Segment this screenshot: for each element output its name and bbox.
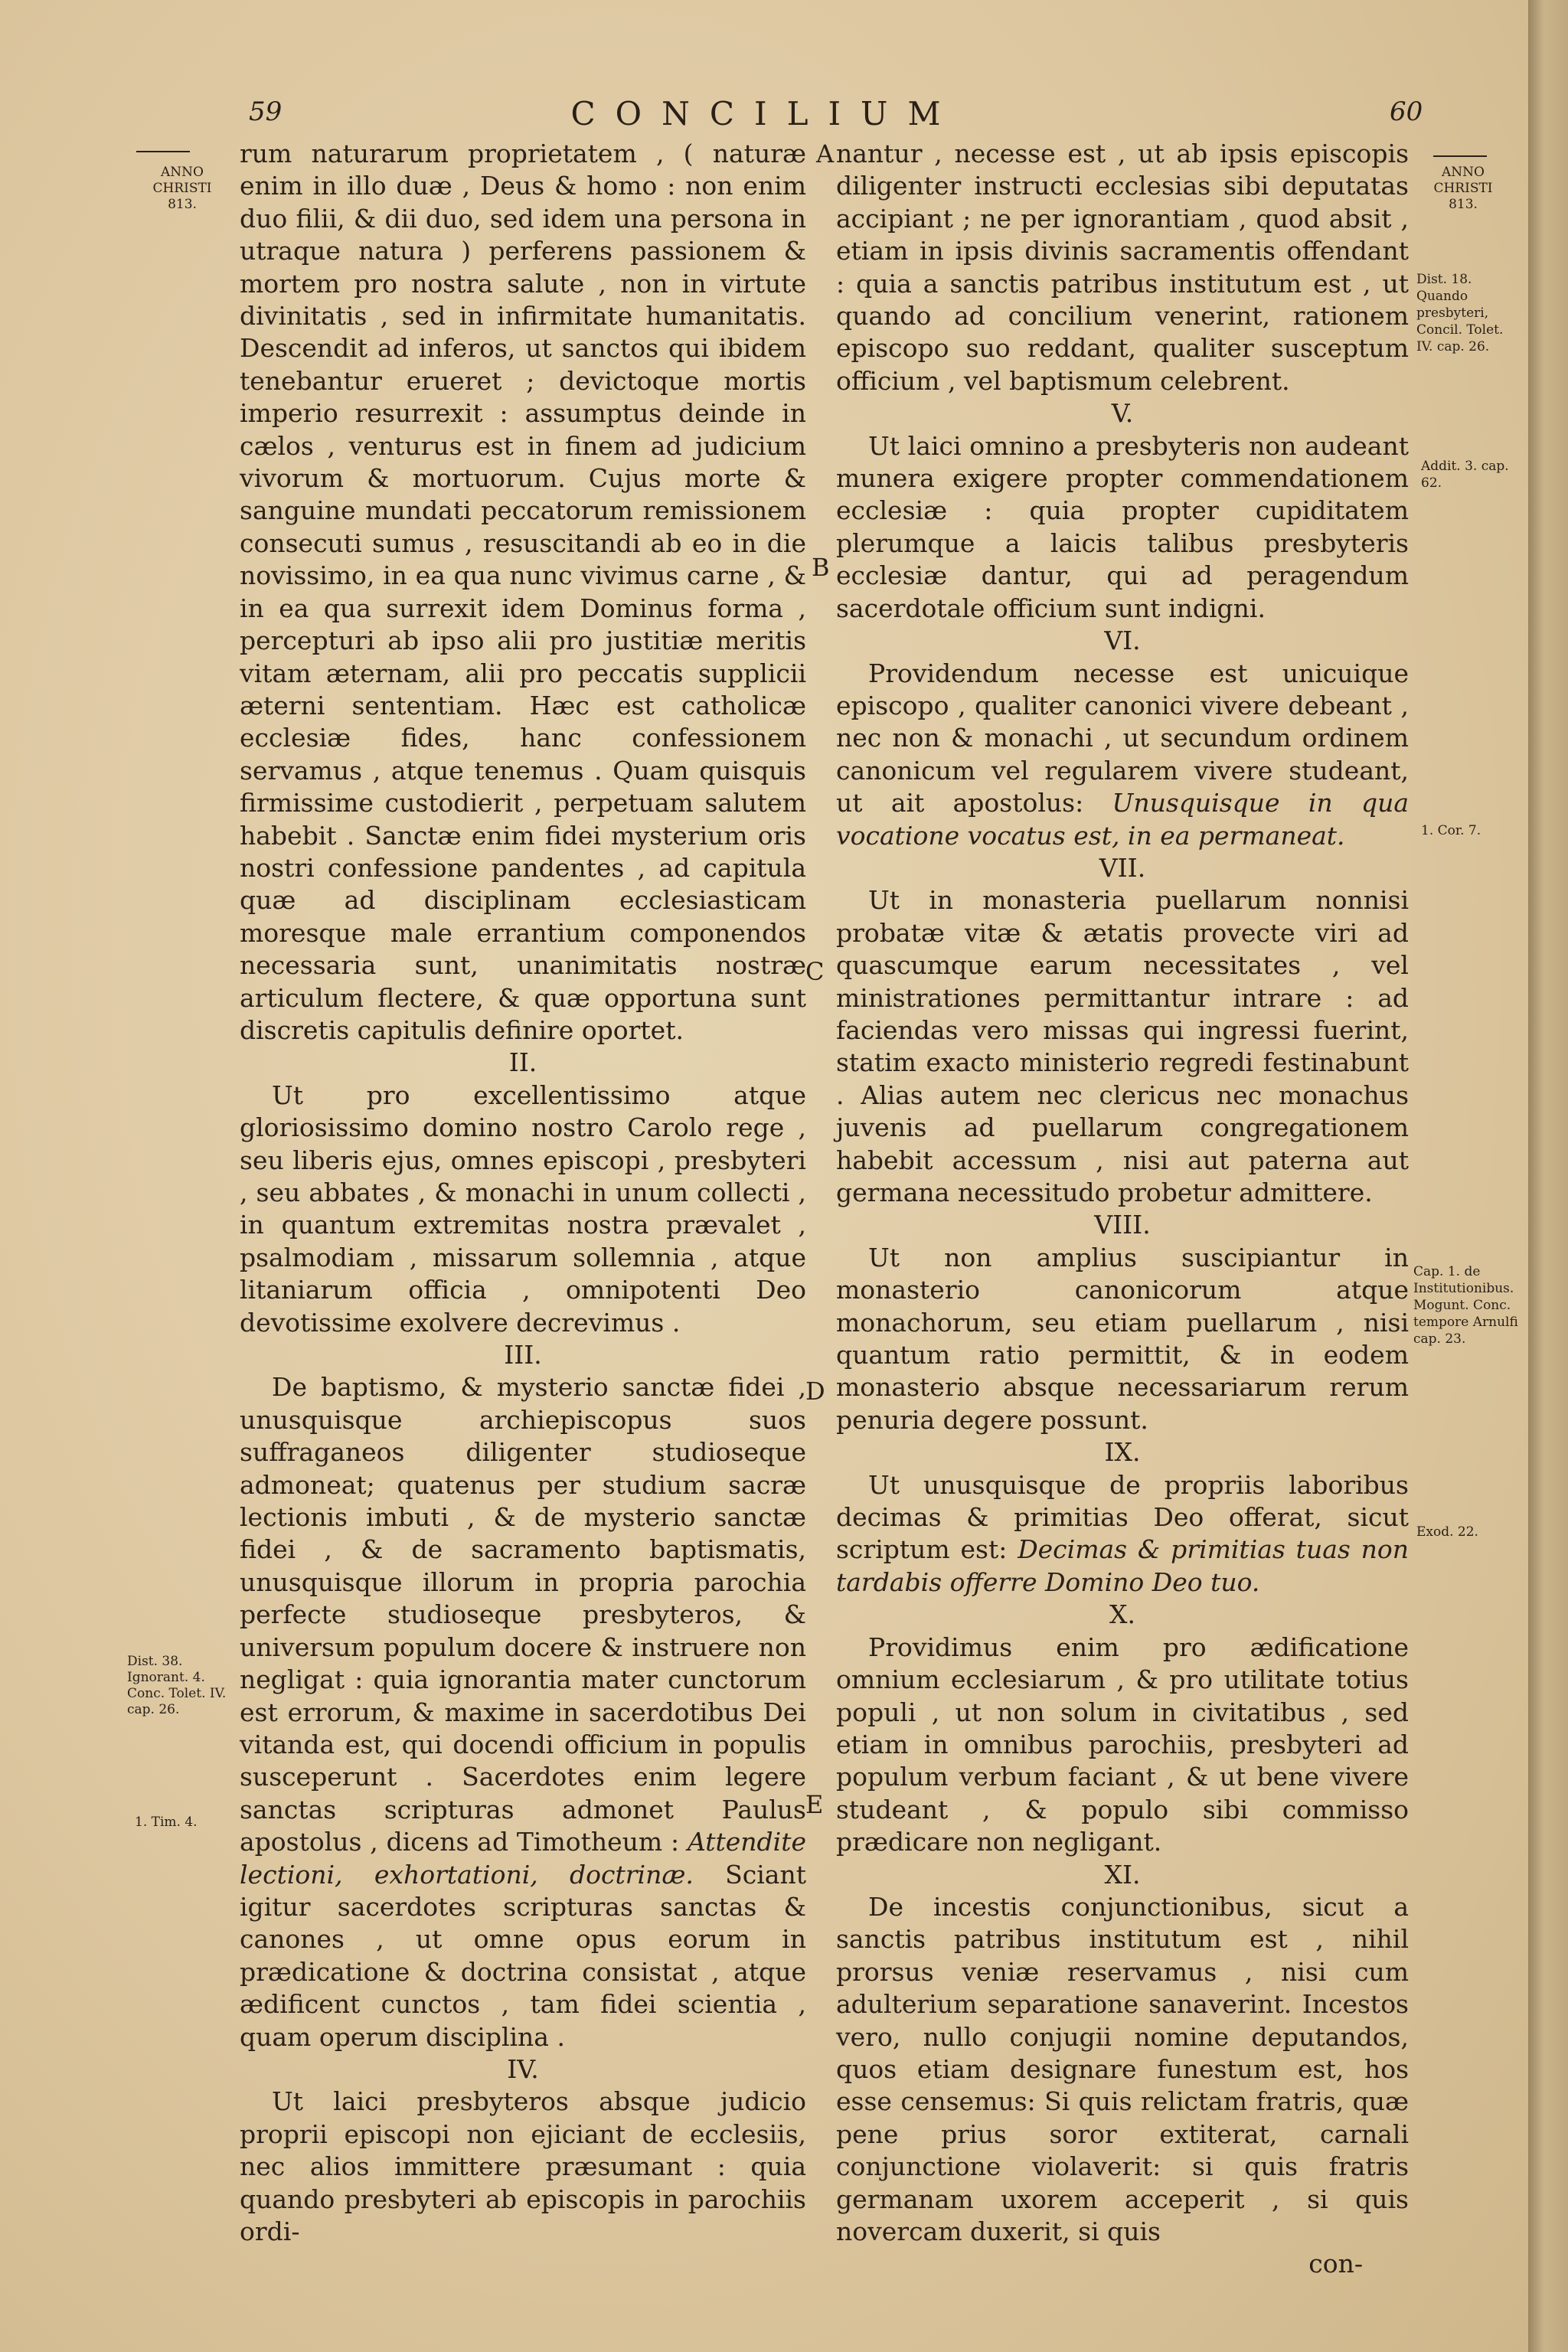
page-title: CONCILIUM: [570, 95, 961, 132]
section-heading: III.: [504, 1340, 542, 1370]
paragraph: Ut laici omnino a presbyteris non audeant munera exigere propter commendationem ecclesiæ : quia propter cupiditatem plerumque a laicis talibus presbyteris ecclesiæ dantur, qui ad peragendum sacerdotale officium sunt indigni.: [836, 430, 1409, 623]
paragraph: Ut laici presbyteros absque judicio proprii episcopi non ejiciant de ecclesiis, nec alios immittere præsumant : quia quando presbyteri ab episcopis in parochiis ordi-: [240, 2086, 806, 2246]
margin-anno-left: ANNO CHRISTI 813.: [152, 165, 212, 212]
paragraph: rum naturarum proprietatem , ( naturæ enim in illo duæ , Deus & homo : non enim duo filii, & dii duo, sed idem una persona in utraque natura ) perferens passionem & mortem pro nostra salute , non in virtute divinitatis , sed in infirmitate humanitatis. Descendit ad inferos, ut sanctos qui ibidem tenebantur erueret ; devictoque mortis imperio resurrexit : assumptus deinde in cælos , venturus est in finem ad judicium vivorum & mortuorum. Cujus morte & sanguine mundati peccatorum remissionem consecuti sumus , resuscitandi ab eo in die novissimo, in ea qua nunc vivimus carne , & in ea qua surrexit idem Dominus forma , percepturi ab ipso alii pro justitiæ meritis vitam æternam, alii pro peccatis supplicii æterni sententiam. Hæc est catholicæ ecclesiæ fides, hanc confessionem servamus , atque tenemus . Quam quisquis firmissime custodierit , perpetuam salutem habebit . Sanctæ enim fidei mysterium oris nostri confessione pandentes , ad capitula quæ ad disciplinam ecclesiasticam moresque male errantium componendos necessaria sunt, unanimitatis nostræ articulum flectere, & quæ opportuna sunt discretis capitulis definire oportet.: [240, 139, 806, 1045]
section-heading: V.: [1111, 398, 1134, 429]
paragraph: [836, 1469, 1409, 1599]
right-page-number: 60: [1390, 96, 1423, 127]
margin-note-left-1: Dist. 38. Ignorant. 4. Conc. Tolet. IV. cap. 26.: [127, 1654, 227, 1717]
paragraph: Ut pro excellentissimo atque gloriosissimo domino nostro Carolo rege , seu liberis ejus, omnes episcopi , presbyteri , seu abbates , & monachi in unum collecti , in quantum extremitas nostra prævalet , psalmodiam , missarum sollemnia , atque litaniarum officia , omnipotenti Deo devotissime exolvere decrevimus .: [240, 1080, 806, 1338]
paragraph: [240, 1371, 806, 2053]
section-letter-c: C: [805, 957, 825, 986]
section-heading: II.: [508, 1047, 537, 1078]
section-heading: VI.: [1104, 626, 1141, 656]
left-page-number: 59: [249, 96, 283, 127]
right-text-column: [836, 138, 1409, 2281]
catchword: con-: [1308, 2249, 1363, 2279]
paragraph-text: De baptismo, & mysterio sanctæ fidei , unusquisque archiepiscopus suos suffraganeos diligenter studioseque admoneat; quatenus per studium sacræ lectionis imbuti , & de mysterio sanctæ fidei , & de sacramento baptismatis, unusquisque illorum in propria parochia perfecte studioseque presbyteros, & universum populum docere & instruere non negligat : quia ignorantia mater cunctorum est errorum, & maxime in sacerdotibus Dei vitanda est, qui docendi officium in populis susceperunt . Sacerdotes enim legere sanctas scripturas admonet Paulus apostolus , dicens ad Timotheum :: [240, 1372, 806, 1857]
paragraph: Ut non amplius suscipiantur in monasterio canonicorum atque monachorum, seu etiam puellarum , nisi quantum ratio permittit, & in eodem monasterio absque necessariarum rerum penuria degere possunt.: [836, 1242, 1409, 1435]
margin-note-right-2: Addit. 3. cap. 62.: [1421, 459, 1509, 491]
paragraph: Ut in monasteria puellarum nonnisi probatæ vitæ & ætatis provecte viri ad quascumque earum necessitates , vel ministrationes permittantur intrare : ad faciendas vero missas qui ingressi fuerint, statim exacto ministerio regredi festinabunt . Alias autem nec clericus nec monachus juvenis ad puellarum congregationem habebit accessum , nisi aut paterna aut germana necessitudo probetur admittere.: [836, 885, 1409, 1207]
section-heading: IX.: [1104, 1437, 1141, 1468]
paragraph: De incestis conjunctionibus, sicut a sanctis patribus institutum est , nihil prorsus veniæ reservamus , nisi cum adulterium separatione sanaverint. Incestos vero, nullo conjugii nomine deputandos, quos etiam designare funestum est, hos esse censemus: Si quis relictam fratris, quæ pene prius soror extiterat, carnali conjunctione violaverit: si quis fratris germanam uxorem acceperit , si quis novercam duxerit, si quis: [836, 1891, 1409, 2246]
section-heading: VII.: [1099, 852, 1146, 883]
margin-note-right-5: Exod. 22.: [1416, 1524, 1478, 1540]
section-letter-b: B: [812, 553, 830, 582]
section-heading: VIII.: [1094, 1210, 1151, 1240]
margin-anno-right: ANNO CHRISTI 813.: [1433, 165, 1493, 212]
scripture-quote: Unusquisque in qua vocatione vocatus est, in ea permaneat.: [836, 788, 1410, 851]
margin-note-left-2: 1. Tim. 4.: [135, 1815, 198, 1830]
right-rule: [1433, 155, 1487, 157]
section-heading: XI.: [1104, 1859, 1141, 1890]
paragraph: Providimus enim pro ædificatione omnium ecclesiarum , & pro utilitate totius populi , ut non solum in civitatibus , sed etiam in omnibus parochiis, presbyteri ad populum verbum faciant , & ut bene vivere studeant , & populo sibi commisso prædicare non negligant.: [836, 1632, 1409, 1857]
paragraph-text: Ut unusquisque de propriis laboribus decimas & primitias Deo offerat, sicut scriptum est:: [836, 1469, 1409, 1565]
margin-note-right-3: 1. Cor. 7.: [1421, 823, 1481, 838]
left-rule: [136, 151, 190, 152]
margin-note-right-4: Cap. 1. de Institutionibus. Mogunt. Conc. tempore Arnulfi cap. 23.: [1413, 1264, 1518, 1347]
section-heading: X.: [1109, 1599, 1135, 1630]
section-letter-a: A: [816, 139, 835, 168]
paragraph: [836, 658, 1409, 852]
section-letter-e: E: [805, 1790, 824, 1819]
left-text-column: [240, 138, 806, 2248]
section-letter-d: D: [805, 1377, 825, 1406]
margin-note-right-1: Dist. 18. Quando presbyteri, Concil. Tolet. IV. cap. 26.: [1416, 272, 1504, 354]
running-header: [0, 92, 1531, 138]
adjacent-page-edge: [1528, 0, 1568, 2352]
paragraph-text: Providendum necesse est unicuique episcopo , qualiter canonici vivere debeant , nec non & monachi , ut secundum ordinem canonicum vel regularem vivere studeant, ut ait apostolus:: [836, 658, 1409, 818]
scripture-quote: Attendite lectioni, exhortationi, doctrinæ.: [240, 1827, 806, 1890]
paragraph: nantur , necesse est , ut ab ipsis episcopis diligenter instructi ecclesias sibi deputatas accipiant ; ne per ignorantiam , quod absit , etiam in ipsis divinis sacramentis offendant : quia a sanctis patribus institutum est , ut quando ad concilium venerint, rationem episcopo suo reddant, qualiter susceptum officium , vel baptismum celebrent.: [836, 139, 1409, 396]
paragraph-text: Sciant igitur sacerdotes scripturas sanctas & canones , ut omne opus eorum in prædicatione & doctrina consistat , atque ædificent cunctos , tam fidei scientia , quam operum disciplina .: [240, 1859, 806, 2052]
scripture-quote: Decimas & primitias tuas non tardabis offerre Domino Deo tuo.: [836, 1534, 1410, 1597]
section-heading: IV.: [507, 2053, 539, 2084]
